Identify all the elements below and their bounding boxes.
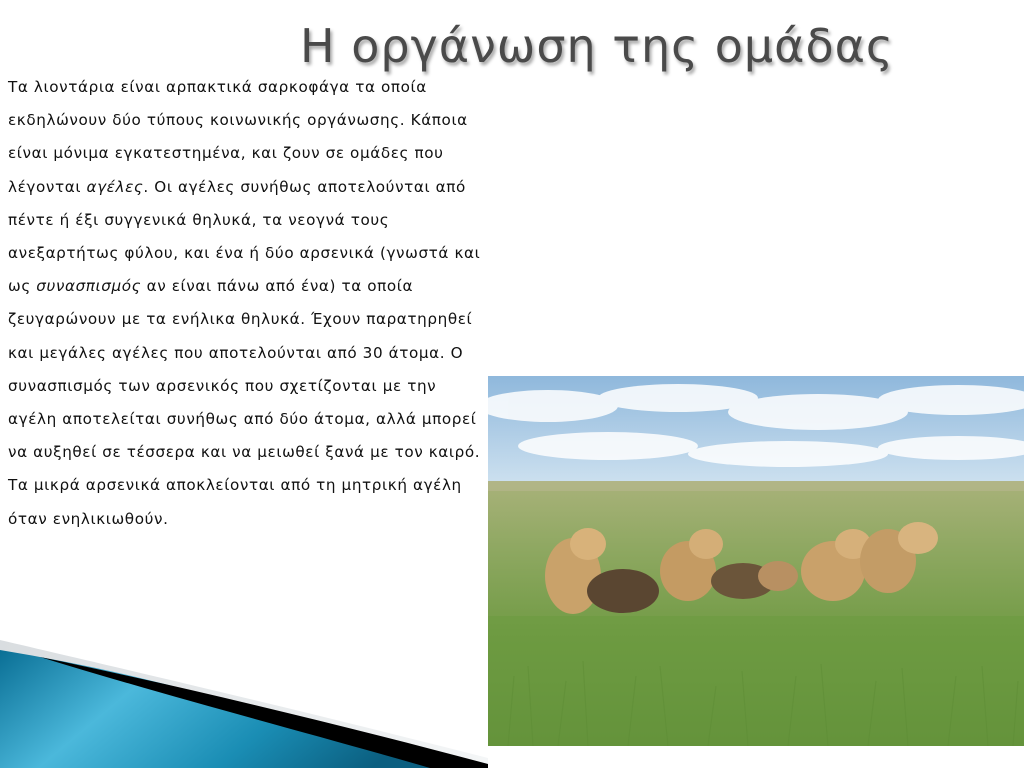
paragraph-text-segment: . Οι αγέλες συνήθως αποτελούνται από πέντε ή έξι συγγενικά θηλυκά, τα νεογνά τους ανεξαρτήτως φύλου, και ένα ή δύο αρσενικά (γνωστά και ως — [8, 177, 481, 296]
italic-term-agele: αγέλες — [86, 177, 144, 196]
swoosh-blue-band — [0, 650, 470, 768]
paragraph-text-segment: αν είναι πάνω από ένα) τα οποία ζευγαρώνουν με τα ενήλικα θηλυκά. Έχουν παρατηρηθεί και μεγάλες αγέλες που αποτελούνται από 30 άτομα. Ο συνασπισμός των αρσενικός που σχετίζονται με την αγέλη αποτελείται συνήθως από δύο άτομα, αλλά μπορεί να αυξηθεί σε τέσσερα και να μειωθεί ξανά με τον καιρό. Τα μικρά αρσενικά αποκλείονται από τη μητρική αγέλη όταν ενηλικιωθούν. — [8, 277, 481, 528]
body-paragraph — [8, 71, 486, 536]
paragraph-text-segment: Τα λιοντάρια είναι αρπακτικά σαρκοφάγα τα οποία εκδηλώνουν δύο τύπους κοινωνικής οργάνωσης. Κάποια είναι μόνιμα εγκατεστημένα, και ζουν σε ομάδες που λέγονται — [8, 78, 468, 196]
swoosh-black-band — [40, 657, 488, 768]
swoosh-light-band — [0, 640, 488, 768]
slide-title: Η οργάνωση της ομάδας — [300, 19, 894, 73]
lion-pride-photo — [488, 376, 1024, 746]
italic-term-synaspismos: συνασπισμός — [36, 277, 142, 296]
